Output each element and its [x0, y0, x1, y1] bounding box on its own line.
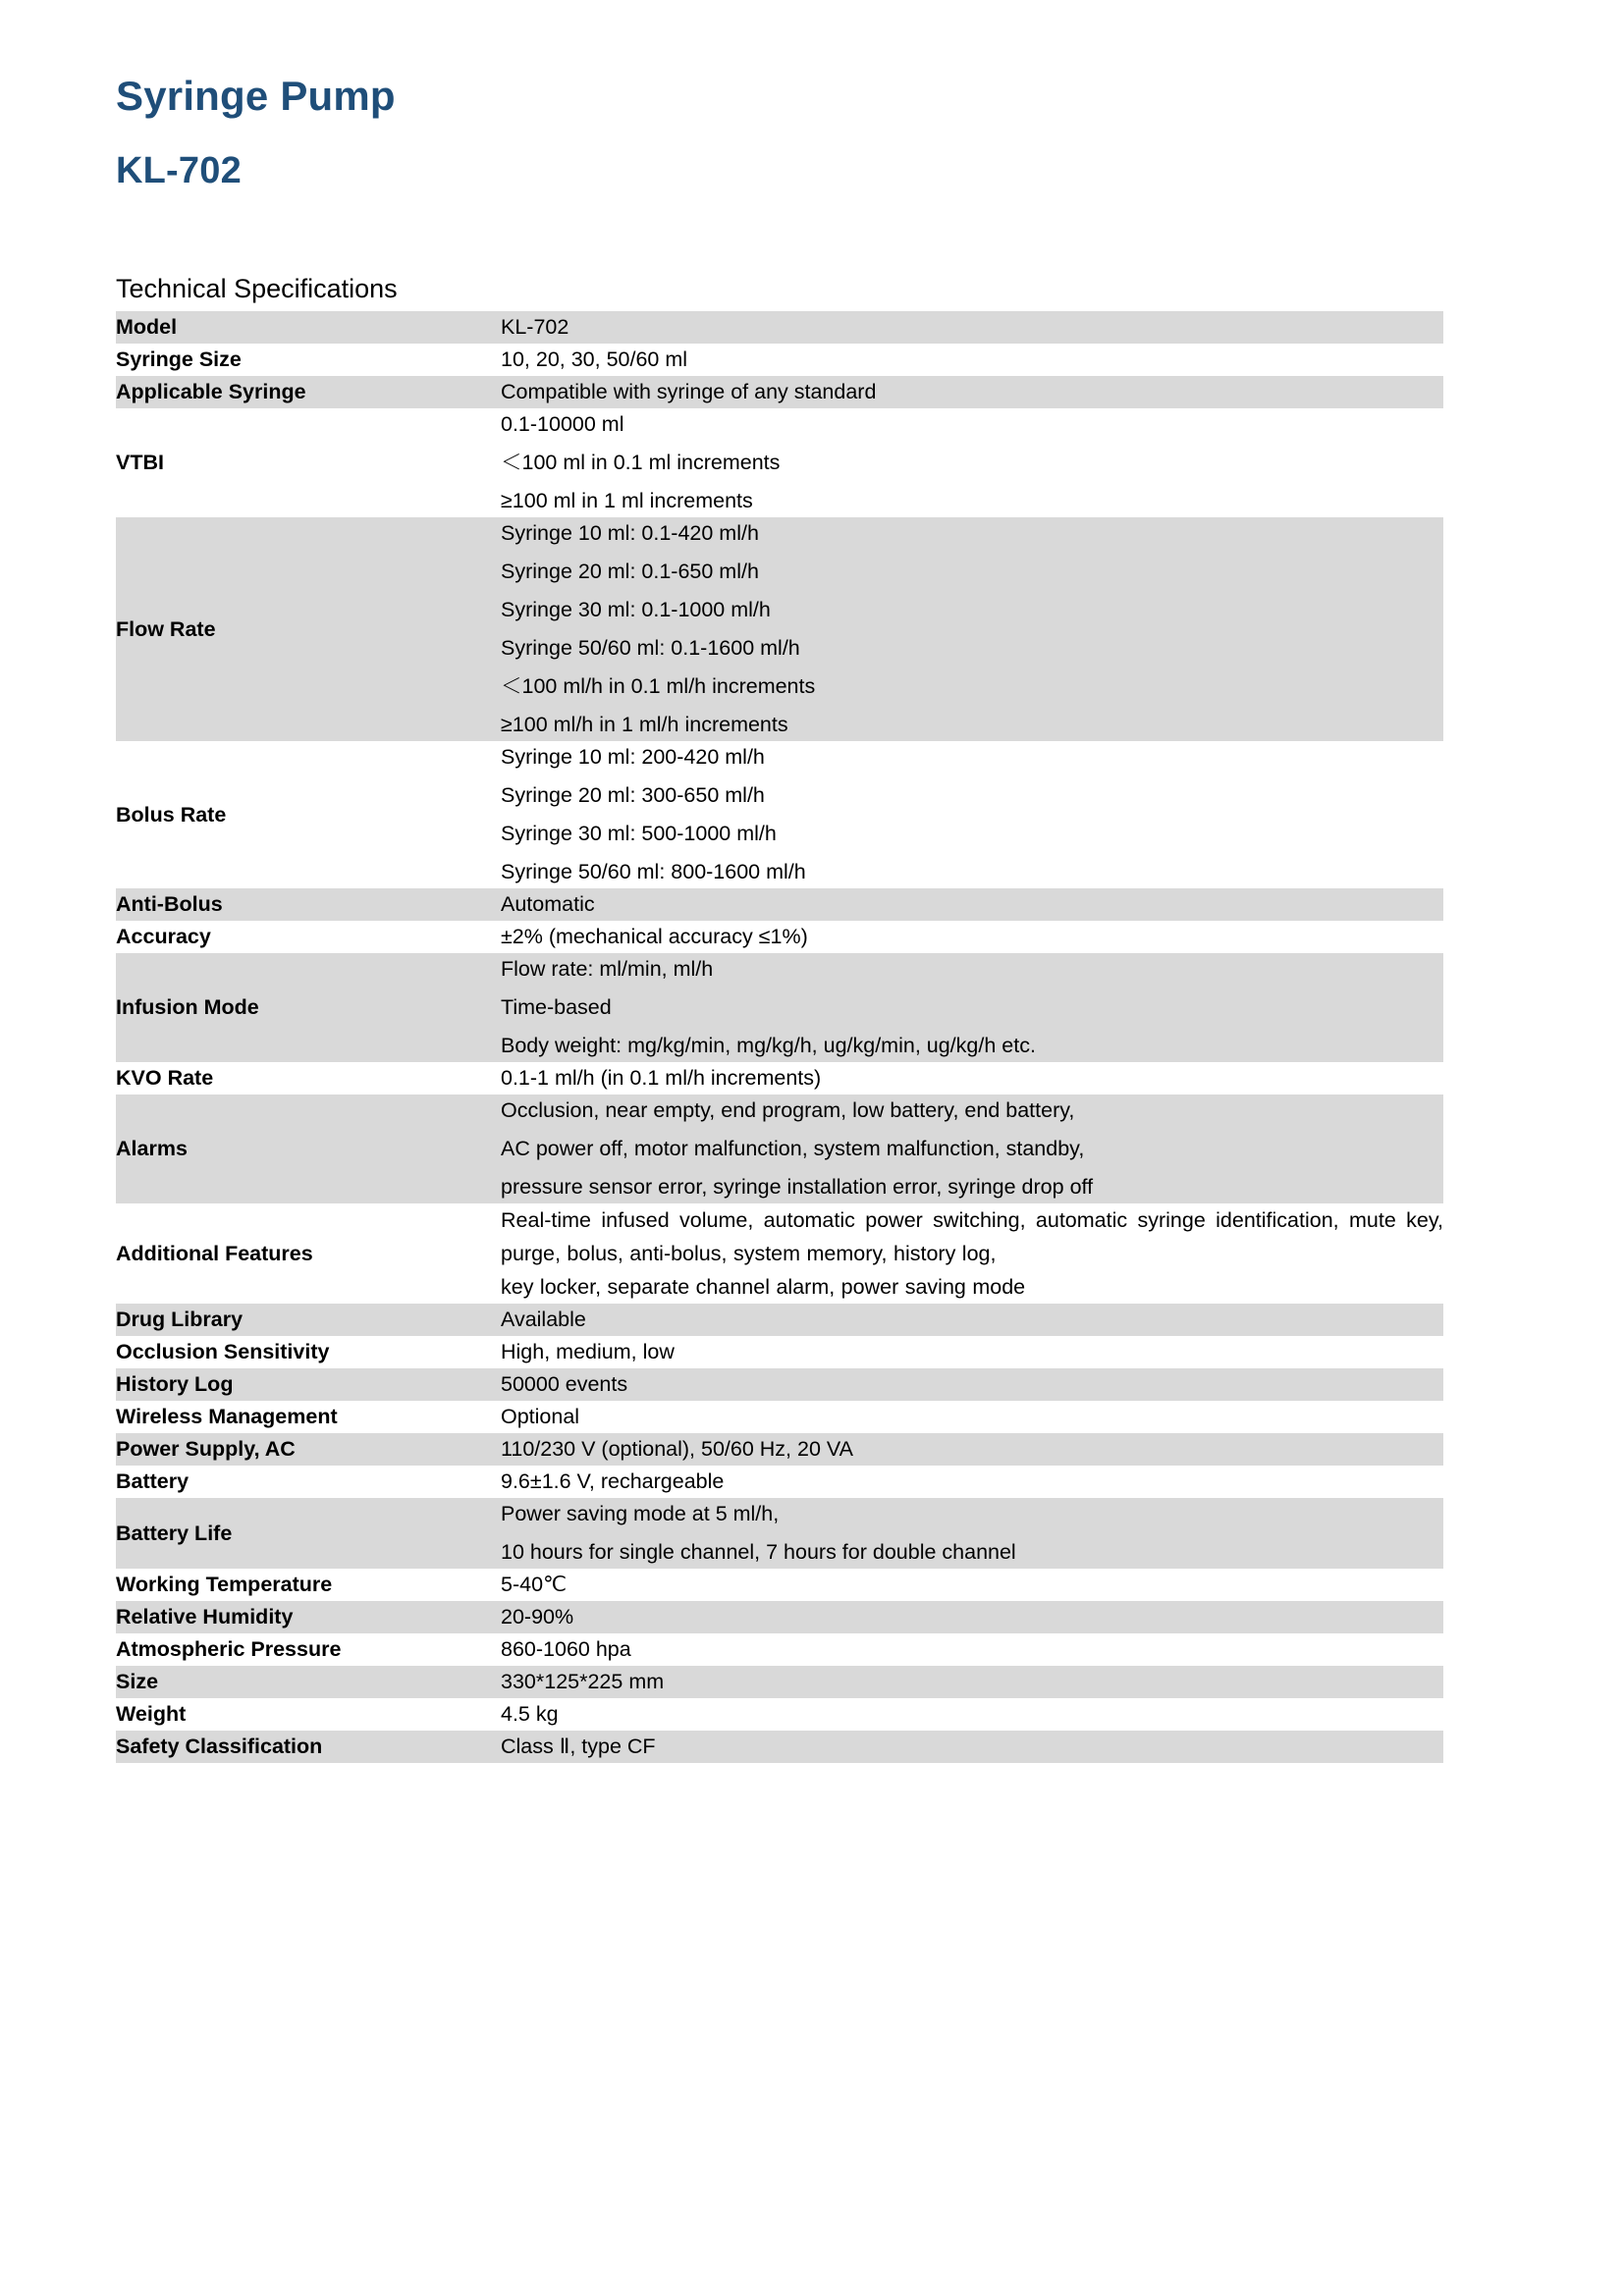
table-row [116, 1368, 1443, 1401]
table-row [116, 1601, 1443, 1633]
spec-value-line: Flow rate: ml/min, ml/h [501, 957, 714, 982]
spec-label: Battery [116, 1466, 501, 1498]
spec-value-line: pressure sensor error, syringe installation error, syringe drop off [501, 1175, 1094, 1200]
spec-value [501, 311, 1443, 344]
spec-label: Applicable Syringe [116, 376, 501, 408]
spec-label: Size [116, 1666, 501, 1698]
table-row [116, 1095, 1443, 1203]
spec-value-line: Syringe 30 ml: 500-1000 ml/h [501, 822, 777, 846]
spec-value [501, 1304, 1443, 1336]
spec-value-line: ＜100 ml/h in 0.1 ml/h increments [501, 674, 816, 699]
table-row [116, 408, 1443, 517]
spec-value-paragraph-last-line: key locker, separate channel alarm, power saving mode [501, 1275, 1026, 1300]
spec-label: Bolus Rate [116, 741, 501, 888]
spec-label: Alarms [116, 1095, 501, 1203]
spec-value-line: Syringe 20 ml: 0.1-650 ml/h [501, 560, 759, 584]
spec-value-line: Compatible with syringe of any standard [501, 380, 877, 404]
table-row [116, 1569, 1443, 1601]
spec-value [501, 1368, 1443, 1401]
page-title: Syringe Pump [116, 73, 396, 119]
table-row [116, 517, 1443, 741]
spec-value-line: Syringe 20 ml: 300-650 ml/h [501, 783, 765, 808]
spec-value-line: Syringe 10 ml: 200-420 ml/h [501, 745, 765, 770]
table-row [116, 1203, 1443, 1304]
spec-label: Accuracy [116, 921, 501, 953]
spec-value [501, 1466, 1443, 1498]
spec-value [501, 741, 1443, 888]
title-block [116, 0, 1443, 193]
table-row [116, 1433, 1443, 1466]
spec-value [501, 1731, 1443, 1763]
spec-value-line: 5-40℃ [501, 1573, 568, 1597]
spec-value [501, 1336, 1443, 1368]
spec-label: Battery Life [116, 1498, 501, 1569]
table-row [116, 1336, 1443, 1368]
table-row [116, 1062, 1443, 1095]
table-row [116, 376, 1443, 408]
spec-value [501, 1569, 1443, 1601]
specifications-table [116, 311, 1443, 1763]
table-row [116, 1731, 1443, 1763]
spec-value-line: 10 hours for single channel, 7 hours for double channel [501, 1540, 1016, 1565]
spec-value-line: ≥100 ml in 1 ml increments [501, 489, 753, 513]
specifications-table-body [116, 311, 1443, 1763]
spec-value-line: High, medium, low [501, 1340, 675, 1364]
spec-value-line: Syringe 50/60 ml: 0.1-1600 ml/h [501, 636, 800, 661]
spec-label: KVO Rate [116, 1062, 501, 1095]
table-row [116, 888, 1443, 921]
section-heading-technical-specifications: Technical Specifications [116, 273, 398, 303]
spec-value [501, 408, 1443, 517]
spec-value [501, 921, 1443, 953]
spec-value [501, 1433, 1443, 1466]
spec-label: Working Temperature [116, 1569, 501, 1601]
table-row [116, 1698, 1443, 1731]
table-row [116, 921, 1443, 953]
spec-value [501, 1601, 1443, 1633]
spec-value-line: 20-90% [501, 1605, 574, 1629]
spec-value-line: Occlusion, near empty, end program, low battery, end battery, [501, 1098, 1075, 1123]
spec-value-line: 9.6±1.6 V, rechargeable [501, 1469, 725, 1494]
table-row [116, 344, 1443, 376]
table-row [116, 1401, 1443, 1433]
spec-label: Drug Library [116, 1304, 501, 1336]
spec-value-line: Optional [501, 1405, 580, 1429]
spec-value-line: Syringe 50/60 ml: 800-1600 ml/h [501, 860, 806, 884]
spec-value-line: ±2% (mechanical accuracy ≤1%) [501, 925, 808, 949]
spec-label: Syringe Size [116, 344, 501, 376]
spec-label: Model [116, 311, 501, 344]
spec-value [501, 1633, 1443, 1666]
table-row [116, 1498, 1443, 1569]
spec-value-line: Body weight: mg/kg/min, mg/kg/h, ug/kg/min, ug/kg/h etc. [501, 1034, 1036, 1058]
table-row [116, 311, 1443, 344]
spec-value-line: KL-702 [501, 315, 569, 340]
spec-value-line: Available [501, 1308, 586, 1332]
spec-value-line: 860-1060 hpa [501, 1637, 631, 1662]
spec-value-line: 0.1-1 ml/h (in 0.1 ml/h increments) [501, 1066, 822, 1091]
spec-value-line: 0.1-10000 ml [501, 412, 624, 437]
spec-label: Flow Rate [116, 517, 501, 741]
spec-value-line: 110/230 V (optional), 50/60 Hz, 20 VA [501, 1437, 853, 1462]
spec-value-line: Syringe 10 ml: 0.1-420 ml/h [501, 521, 759, 546]
spec-label: Safety Classification [116, 1731, 501, 1763]
table-row [116, 1666, 1443, 1698]
spec-value-line: 330*125*225 mm [501, 1670, 665, 1694]
table-row [116, 1304, 1443, 1336]
spec-label: Additional Features [116, 1203, 501, 1304]
table-row [116, 741, 1443, 888]
page-content [116, 0, 1443, 1763]
spec-value-line: 10, 20, 30, 50/60 ml [501, 347, 688, 372]
spec-value [501, 888, 1443, 921]
spec-value-line: Time-based [501, 995, 612, 1020]
spec-value-line: Power saving mode at 5 ml/h, [501, 1502, 780, 1526]
spec-label: Wireless Management [116, 1401, 501, 1433]
spec-value-line: 50000 events [501, 1372, 628, 1397]
spec-label: Atmospheric Pressure [116, 1633, 501, 1666]
spec-value-line: Automatic [501, 892, 595, 917]
spec-label: Occlusion Sensitivity [116, 1336, 501, 1368]
spec-label: VTBI [116, 408, 501, 517]
spec-value [501, 517, 1443, 741]
spec-value-line: 4.5 kg [501, 1702, 559, 1727]
spec-label: Power Supply, AC [116, 1433, 501, 1466]
spec-value [501, 376, 1443, 408]
spec-value [501, 1401, 1443, 1433]
spec-label: Anti-Bolus [116, 888, 501, 921]
spec-label: Infusion Mode [116, 953, 501, 1062]
spec-value [501, 1203, 1443, 1304]
model-title: KL-702 [116, 150, 242, 192]
table-row [116, 953, 1443, 1062]
spec-value-line: AC power off, motor malfunction, system malfunction, standby, [501, 1137, 1085, 1161]
spec-value-line: Class Ⅱ, type CF [501, 1735, 656, 1759]
spec-label: Weight [116, 1698, 501, 1731]
table-row [116, 1466, 1443, 1498]
spec-value [501, 953, 1443, 1062]
spec-label: Relative Humidity [116, 1601, 501, 1633]
spec-value [501, 1062, 1443, 1095]
spec-label: History Log [116, 1368, 501, 1401]
table-row [116, 1633, 1443, 1666]
spec-value-line: ＜100 ml in 0.1 ml increments [501, 451, 781, 475]
spec-value [501, 1698, 1443, 1731]
spec-value-line: ≥100 ml/h in 1 ml/h increments [501, 713, 788, 737]
spec-value [501, 344, 1443, 376]
spec-value-line: Syringe 30 ml: 0.1-1000 ml/h [501, 598, 771, 622]
spec-value-paragraph: Real-time infused volume, automatic power switching, automatic syringe identification, mute key, purge, bolus, anti-bolus, system memory, history log, [501, 1208, 1443, 1266]
spec-value [501, 1666, 1443, 1698]
spec-value [501, 1095, 1443, 1203]
spec-value [501, 1498, 1443, 1569]
